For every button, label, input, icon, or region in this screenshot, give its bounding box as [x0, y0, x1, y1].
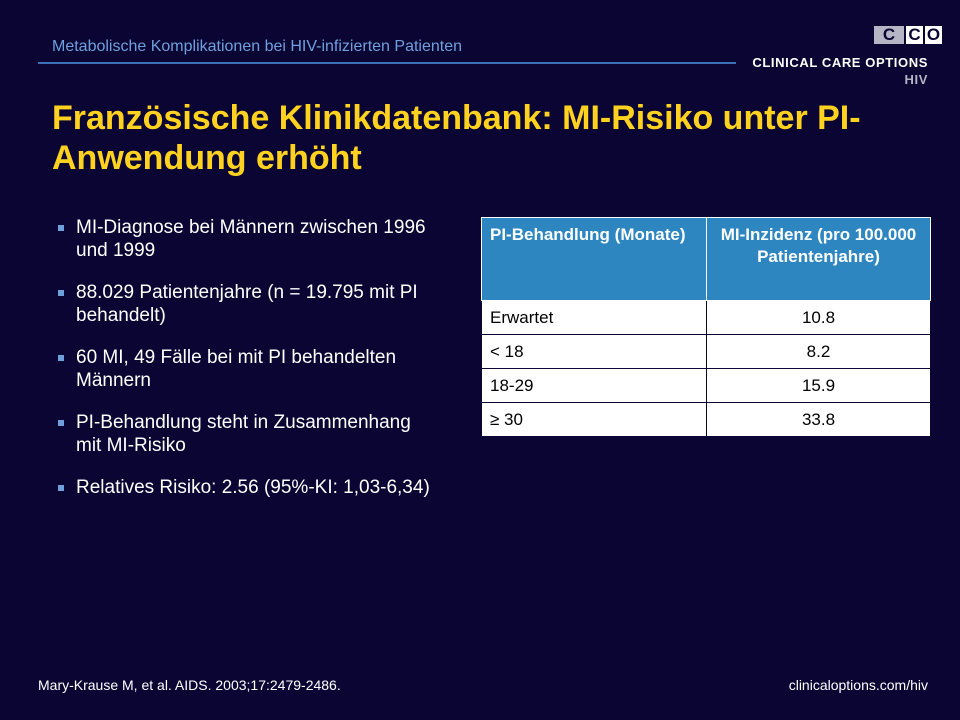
- bullet-item: [58, 281, 438, 327]
- logo-letter-c2: C: [906, 26, 923, 44]
- table-cell-incidence: 8.2: [707, 335, 931, 369]
- table-row: [482, 403, 931, 437]
- table-header-pi-treatment: PI-Behandlung (Monate): [482, 218, 707, 301]
- bullet-item: [58, 411, 438, 457]
- square-bullet-icon: [58, 225, 64, 231]
- logo-sub: HIV: [904, 72, 928, 87]
- bullet-text: Relatives Risiko: 2.56 (95%-KI: 1,03-6,34): [76, 477, 430, 498]
- bullet-item: [58, 346, 438, 392]
- table-cell-treatment: ≥ 30: [482, 403, 707, 437]
- bullet-item: [58, 476, 438, 499]
- table-cell-treatment: Erwartet: [482, 301, 707, 335]
- logo-name: CLINICAL CARE OPTIONS: [752, 55, 928, 70]
- table-cell-incidence: 15.9: [707, 369, 931, 403]
- table-row: [482, 335, 931, 369]
- table-header-mi-incidence: MI-Inzidenz (pro 100.000 Patientenjahre): [707, 218, 931, 301]
- mi-incidence-table: [481, 217, 931, 437]
- citation: Mary-Krause M, et al. AIDS. 2003;17:2479-2486.: [38, 677, 341, 693]
- table-row: [482, 369, 931, 403]
- table-cell-incidence: 10.8: [707, 301, 931, 335]
- clinical-care-options-logo: [752, 25, 941, 90]
- square-bullet-icon: [58, 355, 64, 361]
- header-divider: [38, 62, 736, 64]
- table-cell-treatment: 18-29: [482, 369, 707, 403]
- logo-letter-o: O: [926, 25, 941, 44]
- square-bullet-icon: [58, 420, 64, 426]
- footer-url: clinicaloptions.com/hiv: [788, 677, 928, 693]
- bullet-text: 60 MI, 49 Fälle bei mit PI behandelten Männern: [76, 347, 397, 391]
- slide-title: Französische Klinikdatenbank: MI-Risiko unter PI-Anwendung erhöht: [52, 99, 861, 177]
- header-subtitle: Metabolische Komplikationen bei HIV-infizierten Patienten: [52, 38, 463, 55]
- bullet-item: [58, 216, 438, 262]
- bullet-text: PI-Behandlung steht in Zusammenhang mit MI-Risiko: [76, 412, 411, 456]
- table-row: [482, 301, 931, 335]
- square-bullet-icon: [58, 485, 64, 491]
- logo-letter-boxes: [872, 26, 942, 44]
- bullet-text: 88.029 Patientenjahre (n = 19.795 mit PI behandelt): [76, 282, 418, 326]
- table-header-row: [482, 218, 931, 301]
- square-bullet-icon: [58, 290, 64, 296]
- bullet-list: [58, 216, 438, 518]
- logo-letter-c1: C: [874, 26, 904, 44]
- table-cell-treatment: < 18: [482, 335, 707, 369]
- bullet-text: MI-Diagnose bei Männern zwischen 1996 und 1999: [76, 217, 426, 261]
- table-cell-incidence: 33.8: [707, 403, 931, 437]
